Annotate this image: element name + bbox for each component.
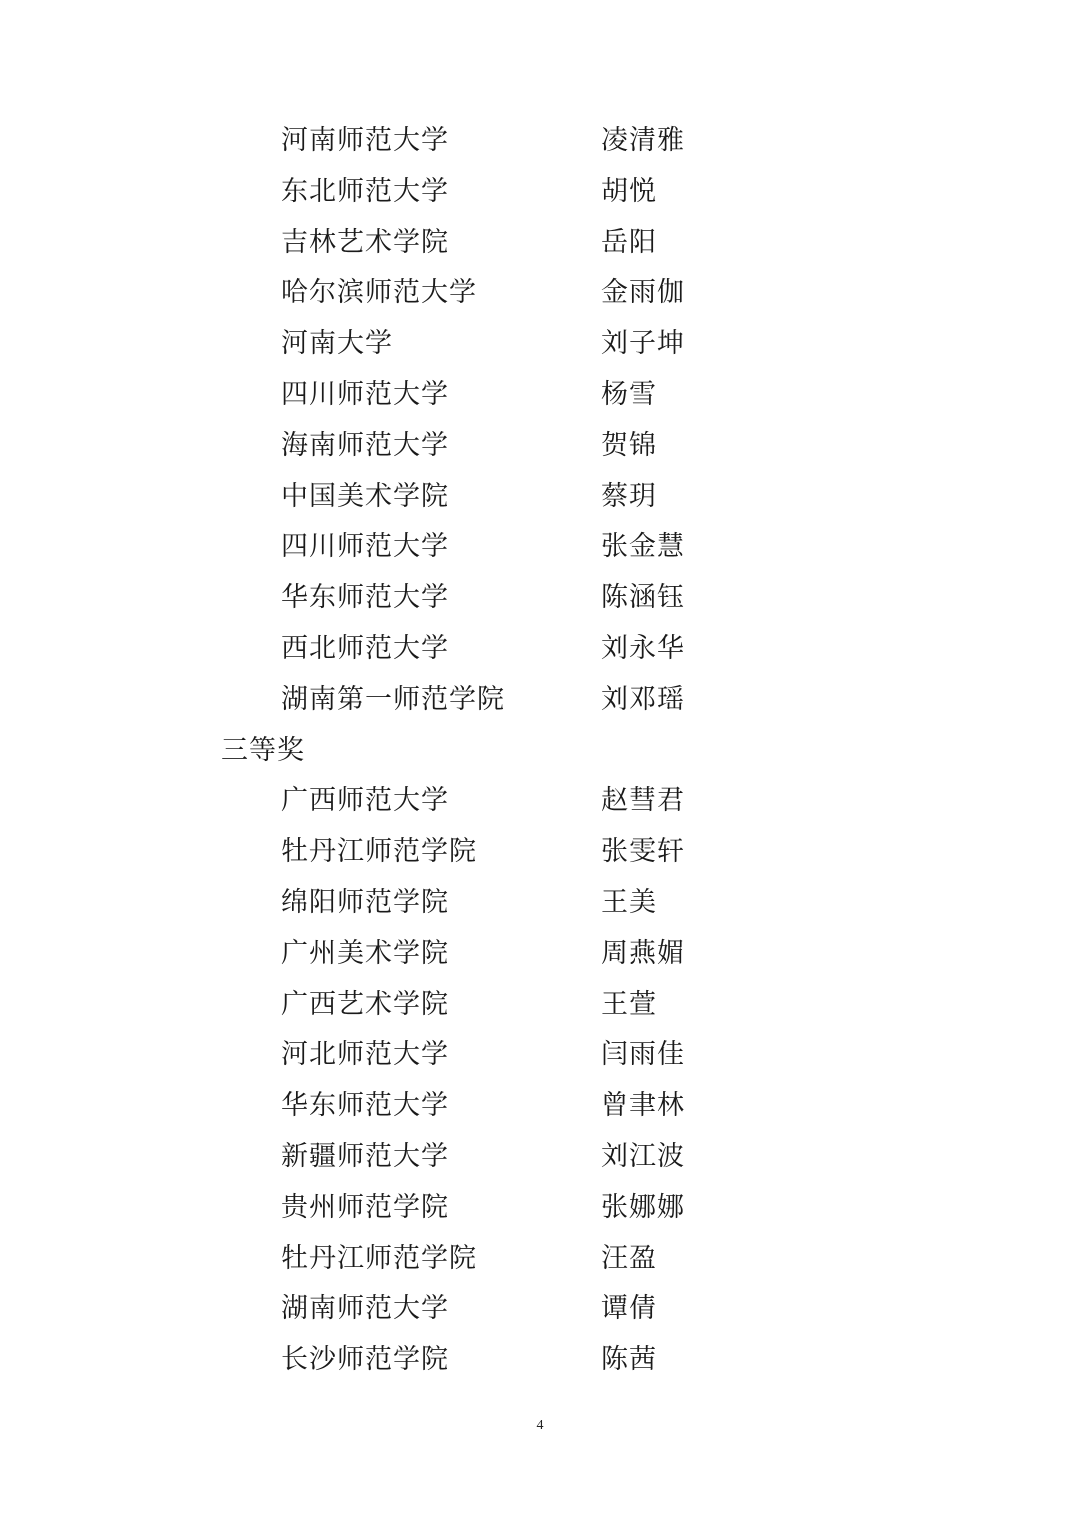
list-item [0, 1234, 1080, 1285]
winner-name: 张娜娜 [601, 1191, 685, 1223]
third-prize-heading [0, 726, 1080, 777]
winner-name: 凌清雅 [601, 125, 685, 156]
section-title: 三等奖 [221, 734, 305, 766]
school-name: 河北师范大学 [281, 1039, 449, 1071]
list-item [0, 218, 1080, 269]
school-name: 东北师范大学 [281, 175, 449, 207]
list-item [0, 1081, 1080, 1132]
winner-name: 张雯轩 [601, 836, 685, 868]
list-item [0, 472, 1080, 523]
list-item [0, 675, 1080, 726]
list-item [0, 522, 1080, 573]
winner-name: 胡悦 [601, 175, 657, 207]
winner-name: 贺锦 [601, 429, 657, 461]
school-name: 华东师范大学 [281, 582, 449, 614]
list-item [0, 167, 1080, 218]
list-item [0, 929, 1080, 980]
school-name: 湖南师范大学 [281, 1293, 449, 1325]
list-item [0, 878, 1080, 929]
school-name: 牡丹江师范学院 [281, 836, 477, 868]
winner-name: 杨雪 [601, 378, 657, 410]
winner-name: 闫雨佳 [601, 1039, 685, 1071]
winner-name: 蔡玥 [601, 480, 657, 512]
school-name: 牡丹江师范学院 [281, 1242, 477, 1274]
school-name: 西北师范大学 [281, 632, 449, 664]
school-name: 贵州师范学院 [281, 1191, 449, 1223]
school-name: 四川师范大学 [281, 378, 449, 410]
school-name: 绵阳师范学院 [281, 886, 449, 918]
list-item [0, 421, 1080, 472]
winner-name: 曾聿林 [601, 1090, 685, 1122]
school-name: 新疆师范大学 [281, 1140, 449, 1172]
list-item [0, 1132, 1080, 1183]
list-item [0, 116, 1080, 167]
school-name: 河南大学 [281, 328, 393, 360]
list-item [0, 319, 1080, 370]
list-item [0, 980, 1080, 1031]
winner-name: 赵彗君 [601, 785, 685, 817]
list-item [0, 573, 1080, 624]
winner-name: 刘子坤 [601, 328, 685, 360]
list-item [0, 1030, 1080, 1081]
winner-name: 王美 [601, 886, 657, 918]
school-name: 湖南第一师范学院 [281, 683, 505, 715]
school-name: 哈尔滨师范大学 [281, 277, 477, 309]
winner-name: 刘江波 [601, 1140, 685, 1172]
winner-name: 谭倩 [601, 1293, 657, 1325]
list-item [0, 624, 1080, 675]
school-name: 华东师范大学 [281, 1090, 449, 1122]
school-name: 海南师范大学 [281, 429, 449, 461]
winner-name: 周燕媚 [601, 937, 685, 969]
award-list [0, 116, 1080, 1386]
winner-name: 张金慧 [601, 531, 685, 563]
winner-name: 刘永华 [601, 632, 685, 664]
winner-name: 金雨伽 [601, 277, 685, 309]
school-name: 吉林艺术学院 [281, 226, 449, 258]
winner-name: 陈茜 [601, 1344, 657, 1376]
school-name: 长沙师范学院 [281, 1344, 449, 1376]
school-name: 广西师范大学 [281, 785, 449, 817]
list-item [0, 1335, 1080, 1386]
winner-name: 汪盈 [601, 1242, 657, 1274]
list-item [0, 370, 1080, 421]
winner-name: 刘邓瑶 [601, 683, 685, 715]
list-item [0, 1183, 1080, 1234]
list-item [0, 268, 1080, 319]
winner-name: 王萱 [601, 988, 657, 1020]
winner-name: 陈涵钰 [601, 582, 685, 614]
school-name: 广西艺术学院 [281, 988, 449, 1020]
school-name: 广州美术学院 [281, 937, 449, 969]
list-item [0, 776, 1080, 827]
list-item [0, 1284, 1080, 1335]
page-number: 4 [536, 1418, 544, 1433]
list-item [0, 827, 1080, 878]
school-name: 中国美术学院 [281, 480, 449, 512]
school-name: 四川师范大学 [281, 531, 449, 563]
school-name: 河南师范大学 [281, 125, 449, 156]
winner-name: 岳阳 [601, 226, 657, 258]
